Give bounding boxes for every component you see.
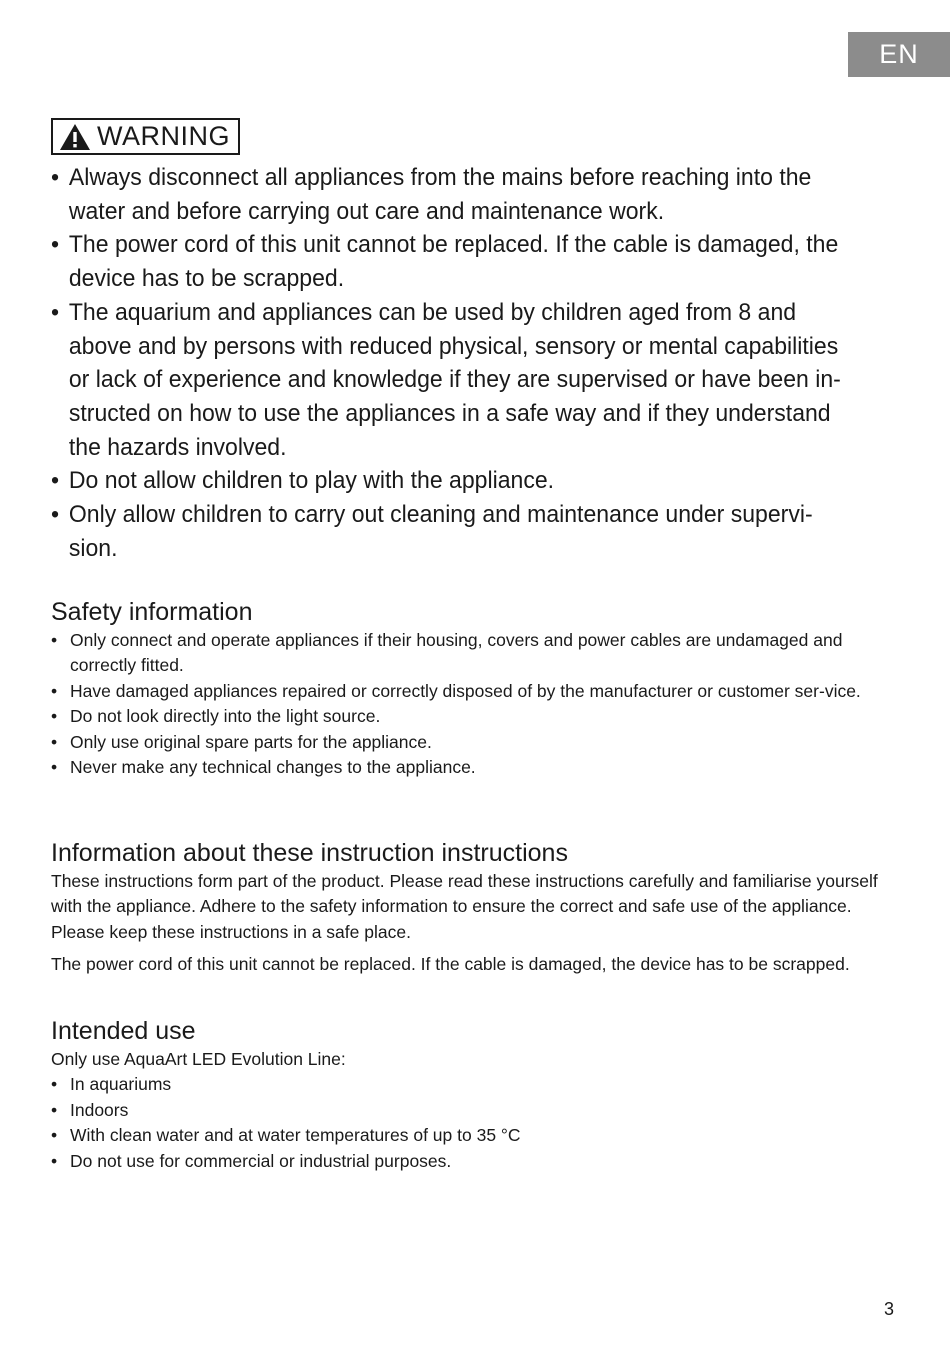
item-text: Only allow children to carry out cleaning and maintenance under supervi-sion. [68,501,813,562]
bullet: • [51,231,60,259]
list-item [51,296,859,465]
list-item [51,730,901,755]
list-item [51,704,901,729]
language-tab: EN [848,32,950,77]
item-text: The aquarium and appliances can be used by children aged from 8 and above and by persons with reduced physical, sensory or mental capabilities or lack of experience and knowledge if they are supervised or have been in-structed on how to use the appliances in a safe way and if they understand the hazards involved. [68,298,841,461]
bullet: • [51,467,60,495]
item-text: Do not allow children to play with the appliance. [68,467,555,495]
item-text: Only connect and operate appliances if their housing, covers and power cables are undamaged and correctly fitted. [70,630,843,676]
list-item [51,161,859,228]
item-text: Never make any technical changes to the appliance. [70,757,476,778]
list-item [51,1123,901,1148]
list-item [51,464,859,498]
bullet: • [51,298,60,326]
safety-list [51,628,901,780]
intended-use-section [51,1015,901,1174]
intended-use-heading: Intended use [51,1017,196,1045]
item-text: Always disconnect all appliances from the mains before reaching into the water and before carrying out care and maintenance work. [68,164,812,225]
item-text: Indoors [70,1099,129,1120]
list-item [51,679,901,704]
warning-list [51,161,911,565]
list-item [51,498,859,565]
bullet: • [51,1099,58,1120]
bullet: • [51,757,58,778]
warning-box [51,118,240,155]
warning-title: WARNING [97,121,230,151]
item-text: In aquariums [70,1074,172,1095]
item-text: Do not use for commercial or industrial purposes. [70,1150,452,1171]
bullet: • [51,1125,58,1146]
list-item [51,1098,901,1123]
item-text: Only use original spare parts for the appliance. [70,731,432,752]
bullet: • [51,164,60,191]
bullet: • [51,731,58,752]
warning-triangle-icon [59,123,91,151]
info-paragraph: These instructions form part of the product. Please read these instructions carefully and familiarise yourself with the appliance. Adhere to the safety information to ensure the correct and safe use of the appliance. Please keep these instructions in a safe place. [51,871,878,942]
list-item [51,628,901,679]
item-text: The power cord of this unit cannot be replaced. If the cable is damaged, the device has to be scrapped. [68,231,839,293]
list-item [51,228,859,295]
list-item [51,1072,901,1097]
bullet: • [51,1150,58,1171]
list-item [51,1149,901,1174]
page-number: 3 [884,1299,895,1319]
list-item [51,755,901,780]
safety-section [51,596,901,780]
bullet: • [51,706,58,727]
bullet: • [51,630,58,650]
bullet: • [51,501,60,529]
bullet: • [51,1074,58,1095]
item-text: With clean water and at water temperatures of up to 35 °C [70,1125,521,1146]
info-paragraph: The power cord of this unit cannot be replaced. If the cable is damaged, the device has to be scrapped. [51,954,850,975]
safety-heading: Safety information [51,598,253,626]
intended-use-intro: Only use AquaArt LED Evolution Line: [51,1049,346,1069]
intended-use-list [51,1072,901,1174]
info-section [51,837,901,978]
info-heading: Information about these instruction instructions [51,839,568,867]
bullet: • [51,680,58,701]
item-text: Have damaged appliances repaired or correctly disposed of by the manufacturer or customer ser-vice. [70,680,861,701]
item-text: Do not look directly into the light source. [70,706,381,727]
